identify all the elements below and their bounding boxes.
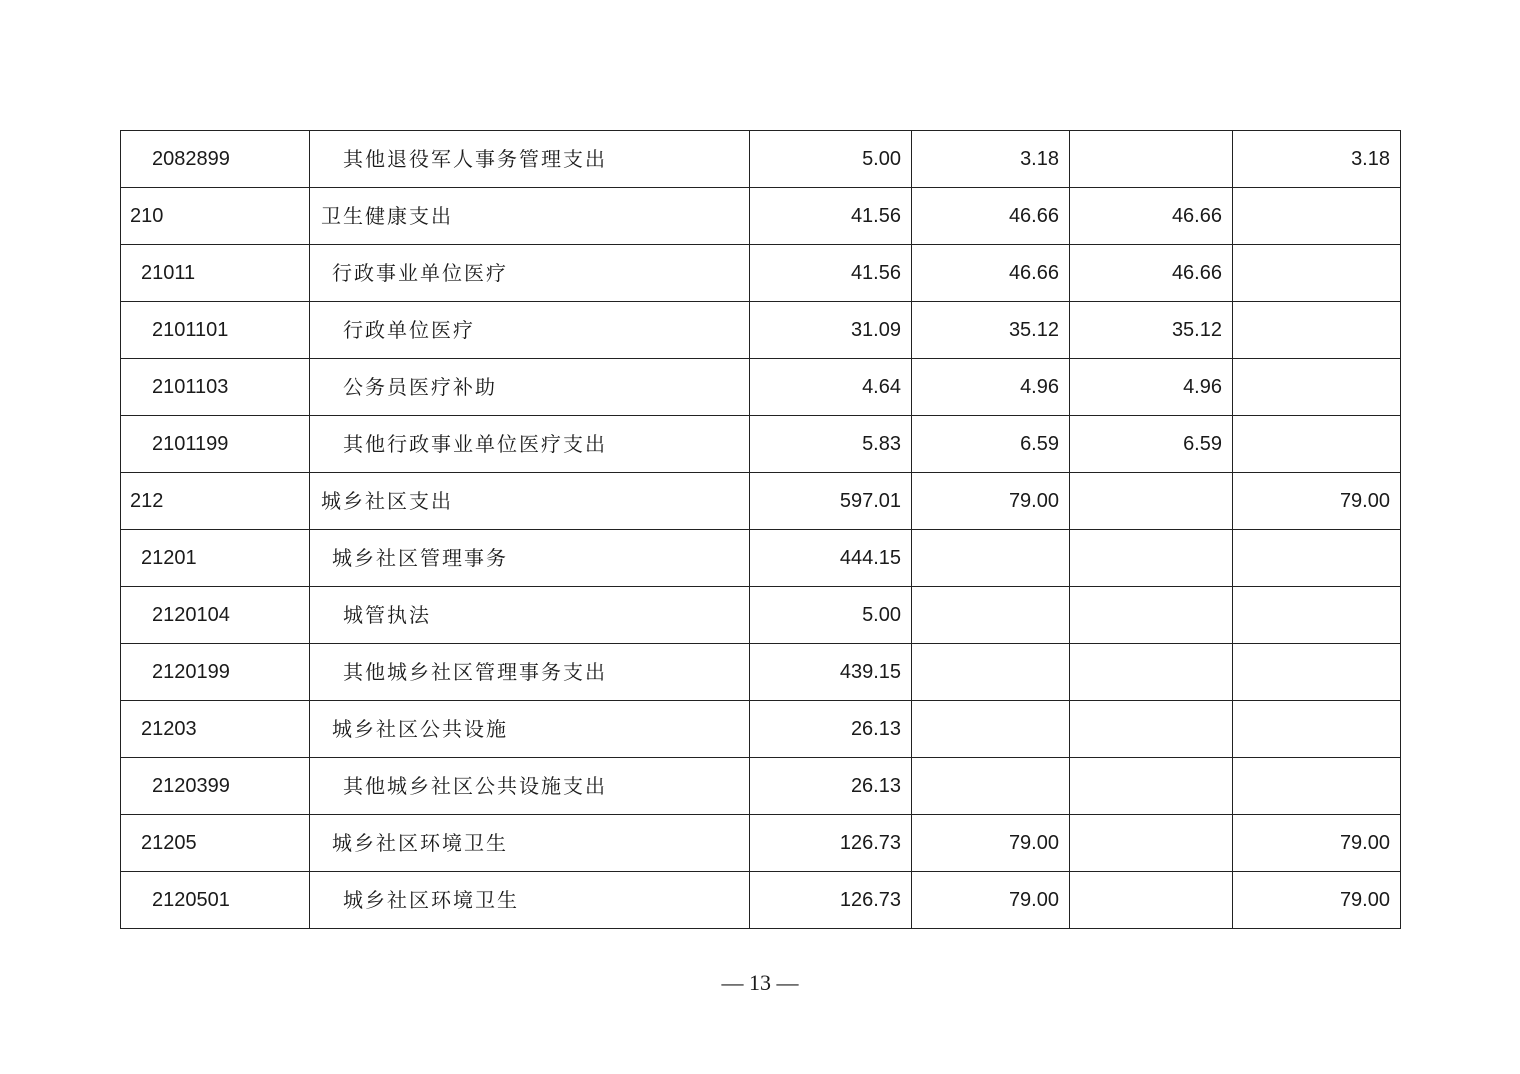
amount-cell-2: 35.12 — [912, 302, 1070, 359]
amount-cell-3 — [1070, 872, 1233, 929]
table-row — [121, 416, 1401, 473]
amount-cell-3: 35.12 — [1070, 302, 1233, 359]
subject-name-cell: 其他退役军人事务管理支出 — [310, 131, 750, 188]
amount-cell-4 — [1233, 644, 1401, 701]
budget-table — [120, 130, 1401, 929]
amount-cell-3 — [1070, 131, 1233, 188]
amount-cell-3: 46.66 — [1070, 245, 1233, 302]
amount-cell-1: 439.15 — [750, 644, 912, 701]
amount-cell-1: 31.09 — [750, 302, 912, 359]
amount-cell-2: 79.00 — [912, 872, 1070, 929]
amount-cell-1: 5.00 — [750, 587, 912, 644]
amount-cell-3 — [1070, 758, 1233, 815]
table-row — [121, 131, 1401, 188]
amount-cell-3 — [1070, 473, 1233, 530]
subject-name-cell: 其他城乡社区管理事务支出 — [310, 644, 750, 701]
amount-cell-3: 6.59 — [1070, 416, 1233, 473]
table-row — [121, 587, 1401, 644]
table-row — [121, 473, 1401, 530]
amount-cell-4: 79.00 — [1233, 473, 1401, 530]
subject-name-cell: 城乡社区支出 — [310, 473, 750, 530]
amount-cell-1: 4.64 — [750, 359, 912, 416]
subject-code-cell: 21011 — [121, 245, 310, 302]
amount-cell-4: 79.00 — [1233, 815, 1401, 872]
amount-cell-2 — [912, 530, 1070, 587]
subject-code-cell: 2082899 — [121, 131, 310, 188]
amount-cell-4 — [1233, 245, 1401, 302]
subject-name-cell: 行政单位医疗 — [310, 302, 750, 359]
amount-cell-3: 46.66 — [1070, 188, 1233, 245]
amount-cell-4: 3.18 — [1233, 131, 1401, 188]
page-number: — 13 — — [721, 970, 799, 995]
table-row — [121, 359, 1401, 416]
amount-cell-2 — [912, 758, 1070, 815]
subject-name-cell: 行政事业单位医疗 — [310, 245, 750, 302]
subject-name-cell: 城管执法 — [310, 587, 750, 644]
subject-code-cell: 2120104 — [121, 587, 310, 644]
amount-cell-2: 79.00 — [912, 473, 1070, 530]
subject-code-cell: 2120199 — [121, 644, 310, 701]
subject-name-cell: 城乡社区环境卫生 — [310, 815, 750, 872]
amount-cell-3 — [1070, 815, 1233, 872]
subject-name-cell: 公务员医疗补助 — [310, 359, 750, 416]
subject-code-cell: 2101101 — [121, 302, 310, 359]
amount-cell-1: 26.13 — [750, 758, 912, 815]
amount-cell-1: 444.15 — [750, 530, 912, 587]
amount-cell-1: 126.73 — [750, 815, 912, 872]
table-row — [121, 872, 1401, 929]
amount-cell-2 — [912, 701, 1070, 758]
amount-cell-4 — [1233, 530, 1401, 587]
table-row — [121, 302, 1401, 359]
subject-code-cell: 210 — [121, 188, 310, 245]
table-row — [121, 758, 1401, 815]
amount-cell-1: 5.00 — [750, 131, 912, 188]
subject-name-cell: 其他行政事业单位医疗支出 — [310, 416, 750, 473]
amount-cell-4 — [1233, 587, 1401, 644]
subject-name-cell: 卫生健康支出 — [310, 188, 750, 245]
table-row — [121, 530, 1401, 587]
subject-code-cell: 2120399 — [121, 758, 310, 815]
amount-cell-1: 41.56 — [750, 188, 912, 245]
amount-cell-2: 46.66 — [912, 188, 1070, 245]
amount-cell-4 — [1233, 188, 1401, 245]
subject-code-cell: 2101103 — [121, 359, 310, 416]
subject-code-cell: 2120501 — [121, 872, 310, 929]
amount-cell-3 — [1070, 587, 1233, 644]
amount-cell-2: 79.00 — [912, 815, 1070, 872]
amount-cell-1: 5.83 — [750, 416, 912, 473]
amount-cell-1: 41.56 — [750, 245, 912, 302]
amount-cell-2 — [912, 587, 1070, 644]
table-body — [121, 131, 1401, 929]
amount-cell-2 — [912, 644, 1070, 701]
amount-cell-4 — [1233, 416, 1401, 473]
amount-cell-4 — [1233, 701, 1401, 758]
table-row — [121, 644, 1401, 701]
amount-cell-3 — [1070, 530, 1233, 587]
table-row — [121, 815, 1401, 872]
subject-code-cell: 212 — [121, 473, 310, 530]
subject-code-cell: 2101199 — [121, 416, 310, 473]
amount-cell-4 — [1233, 758, 1401, 815]
amount-cell-1: 597.01 — [750, 473, 912, 530]
amount-cell-4 — [1233, 359, 1401, 416]
amount-cell-2: 4.96 — [912, 359, 1070, 416]
amount-cell-2: 46.66 — [912, 245, 1070, 302]
amount-cell-3: 4.96 — [1070, 359, 1233, 416]
amount-cell-1: 26.13 — [750, 701, 912, 758]
subject-code-cell: 21203 — [121, 701, 310, 758]
subject-code-cell: 21201 — [121, 530, 310, 587]
amount-cell-1: 126.73 — [750, 872, 912, 929]
subject-code-cell: 21205 — [121, 815, 310, 872]
amount-cell-4 — [1233, 302, 1401, 359]
amount-cell-3 — [1070, 701, 1233, 758]
amount-cell-3 — [1070, 644, 1233, 701]
amount-cell-2: 3.18 — [912, 131, 1070, 188]
table-row — [121, 701, 1401, 758]
subject-name-cell: 城乡社区环境卫生 — [310, 872, 750, 929]
amount-cell-4: 79.00 — [1233, 872, 1401, 929]
table-row — [121, 188, 1401, 245]
subject-name-cell: 城乡社区公共设施 — [310, 701, 750, 758]
table-row — [121, 245, 1401, 302]
amount-cell-2: 6.59 — [912, 416, 1070, 473]
subject-name-cell: 其他城乡社区公共设施支出 — [310, 758, 750, 815]
subject-name-cell: 城乡社区管理事务 — [310, 530, 750, 587]
